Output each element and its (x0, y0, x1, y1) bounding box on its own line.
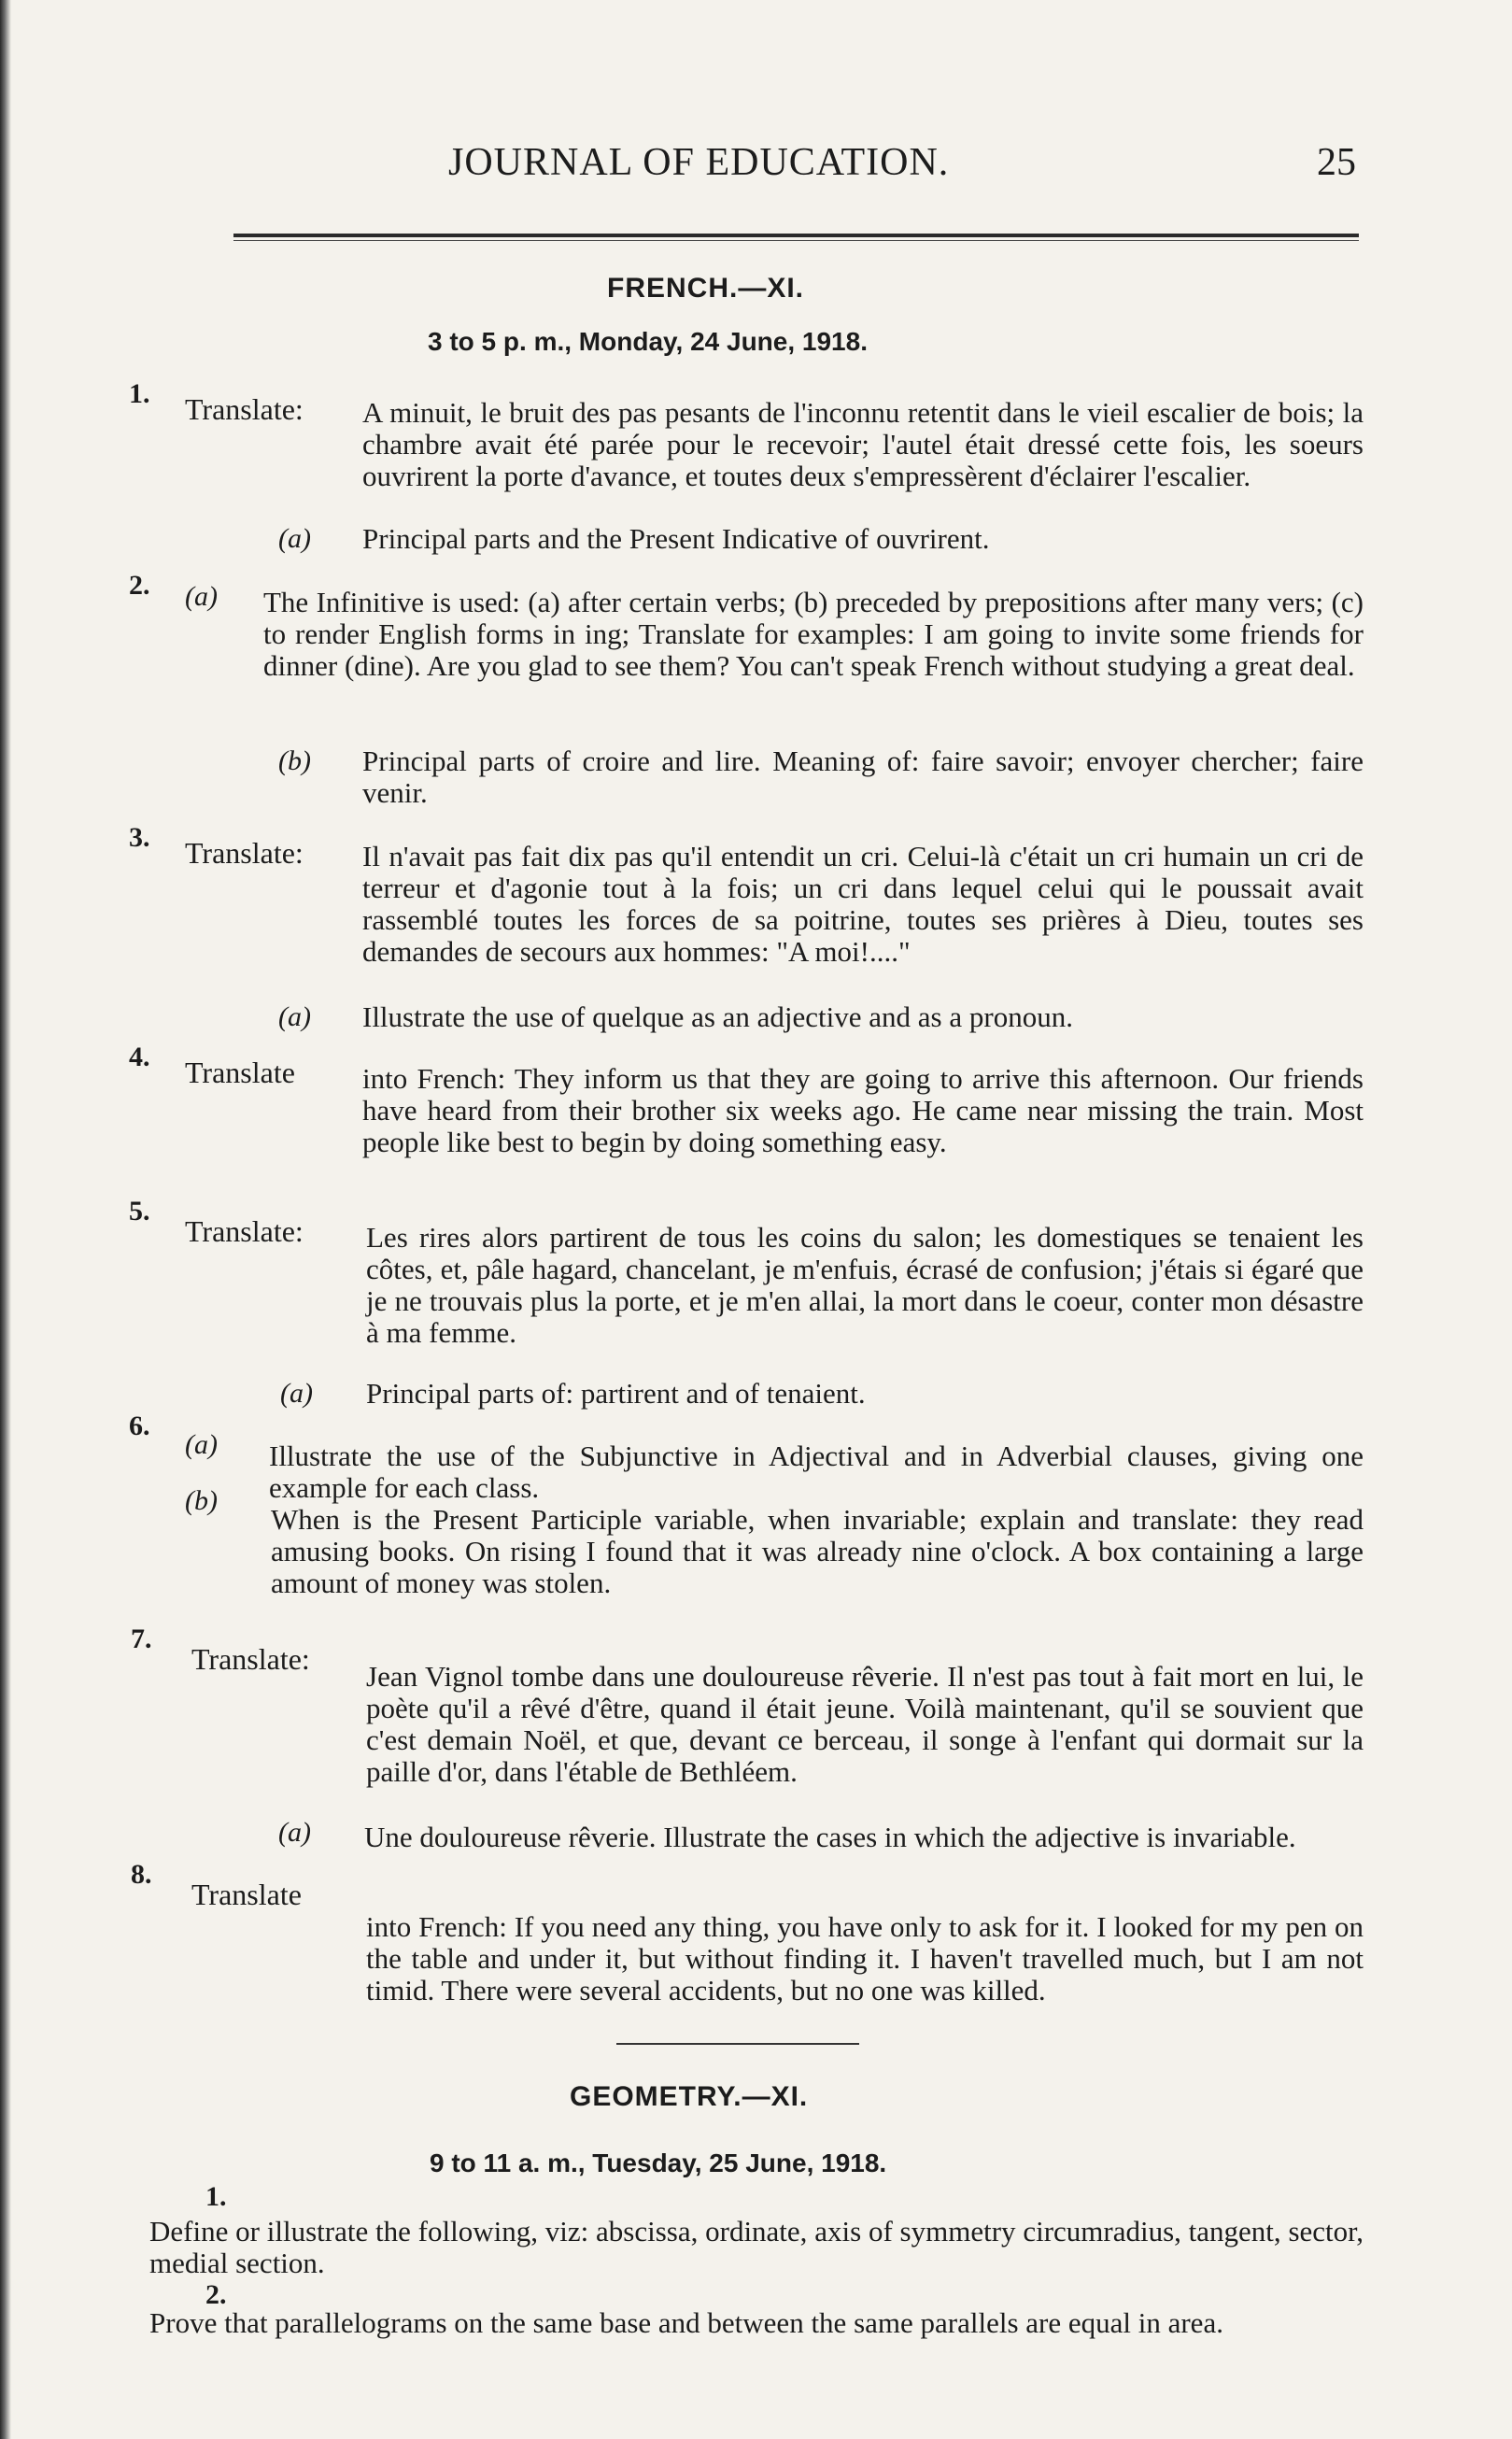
question-number: 3. (129, 822, 150, 853)
question-number: 7. (131, 1624, 152, 1654)
section-title-geometry: GEOMETRY.—XI. (570, 2081, 809, 2112)
question-text: Define or illustrate the following, viz: abscissa, ordinate, axis of symmetry circumradius, tangent, sector, medial section. (149, 2215, 1364, 2279)
sub-marker: (a) (280, 1378, 313, 1409)
sub-question-text: When is the Present Participle variable, when invariable; explain and translate: they read amusing books. On rising I found that it was already nine o'clock. A box containing a large amount of money was stolen. (271, 1503, 1364, 1599)
question-number: 2. (205, 2279, 227, 2310)
question-number: 5. (129, 1196, 150, 1227)
question-label: Translate (191, 1878, 302, 1911)
sub-marker: (b) (278, 745, 311, 776)
page-edge-shadow (0, 0, 11, 2439)
question-number: 1. (129, 378, 150, 409)
section-date-french: 3 to 5 p. m., Monday, 24 June, 1918. (428, 327, 868, 356)
sub-marker: (a) (185, 581, 218, 612)
section-date-geometry: 9 to 11 a. m., Tuesday, 25 June, 1918. (430, 2148, 887, 2177)
question-label: Translate: (185, 1214, 304, 1248)
page-number: 25 (1317, 141, 1356, 184)
sub-marker: (b) (185, 1485, 218, 1516)
sub-question-text: Illustrate the use of quelque as an adjective and as a pronoun. (362, 1000, 1073, 1033)
question-text: A minuit, le bruit des pas pesants de l'inconnu retentit dans le vieil escalier de bois; la chambre avait été parée pour le recevoir; l'autel était dressé cette fois, les soeurs ouvrirent la porte d'avance, et toutes deux s'empressèrent d'éclairer l'escalier. (362, 396, 1364, 492)
question-number: 4. (129, 1042, 150, 1072)
question-text: Prove that parallelograms on the same base and between the same parallels are equal in area. (149, 2306, 1223, 2339)
question-text: The Infinitive is used: (a) after certain verbs; (b) preceded by prepositions after many vers; (c) to render English forms in ing; Translate for examples: I am going to invite some friends for dinner (dine). Are you glad to see them? You can't speak French without studying a great deal. (263, 586, 1364, 682)
question-label: Translate: (185, 836, 304, 870)
section-title-french: FRENCH.—XI. (607, 273, 805, 304)
sub-marker: (a) (278, 1817, 311, 1848)
question-number: 2. (129, 570, 150, 601)
question-text: Illustrate the use of the Subjunctive in Adjectival and in Adverbial clauses, giving one example for each class. (269, 1439, 1364, 1504)
sub-marker: (a) (278, 523, 311, 554)
question-text: into French: They inform us that they are going to arrive this afternoon. Our friends have heard from their brother six weeks ago. He came near missing the train. Most people like best to begin by doing something easy. (362, 1062, 1364, 1158)
question-text: Il n'avait pas fait dix pas qu'il entendit un cri. Celui-là c'était un cri humain un cri de terreur et d'agonie tout à la fois; un cri dans lequel celui qui le poussait avait rassemblé toutes les forces de sa poitrine, toutes ses prières à Dieu, toutes ses demandes de secours aux hommes: "A moi!...." (362, 840, 1364, 968)
header-rule-thin (233, 240, 1359, 241)
question-text: Les rires alors partirent de tous les coins du salon; les domestiques se tenaient les côtes, et, pâle hagard, chancelant, je m'enfuis, écrasé de confusion; j'étais si égaré que je ne trouvais plus la porte, et je m'en allai, la mort dans le coeur, conter mon désastre à ma femme. (366, 1221, 1364, 1349)
question-number: 1. (205, 2181, 227, 2212)
question-text: Jean Vignol tombe dans une douloureuse rêverie. Il n'est pas tout à fait mort en lui, le poète qu'il a rêvé d'être, quand il était jeune. Voilà maintenant, qu'il se souvient que c'est demain Noël, et que, devant ce berceau, il songe à l'enfant qui dormait sur la paille d'or, dans l'étable de Bethléem. (366, 1660, 1364, 1788)
question-text: into French: If you need any thing, you have only to ask for it. I looked for my pen on the table and under it, but without finding it. I haven't travelled much, but I am not timid. There were several accidents, but no one was killed. (366, 1910, 1364, 2007)
section-divider (616, 2043, 859, 2045)
sub-question-text: Principal parts and the Present Indicative of ouvrirent. (362, 522, 990, 555)
question-number: 6. (129, 1411, 150, 1441)
running-head: JOURNAL OF EDUCATION. (448, 141, 950, 184)
header-rule (233, 234, 1359, 237)
sub-question-text: Une douloureuse rêverie. Illustrate the cases in which the adjective is invariable. (364, 1821, 1296, 1853)
sub-question-text: Principal parts of: partirent and of tenaient. (366, 1377, 866, 1410)
question-number: 8. (131, 1859, 152, 1890)
question-label: Translate: (185, 392, 304, 426)
question-label: Translate: (191, 1642, 310, 1676)
sub-question-text: Principal parts of croire and lire. Meaning of: faire savoir; envoyer chercher; faire venir. (362, 744, 1364, 809)
sub-marker: (a) (278, 1001, 311, 1032)
question-label: Translate (185, 1056, 295, 1089)
sub-marker: (a) (185, 1429, 218, 1460)
